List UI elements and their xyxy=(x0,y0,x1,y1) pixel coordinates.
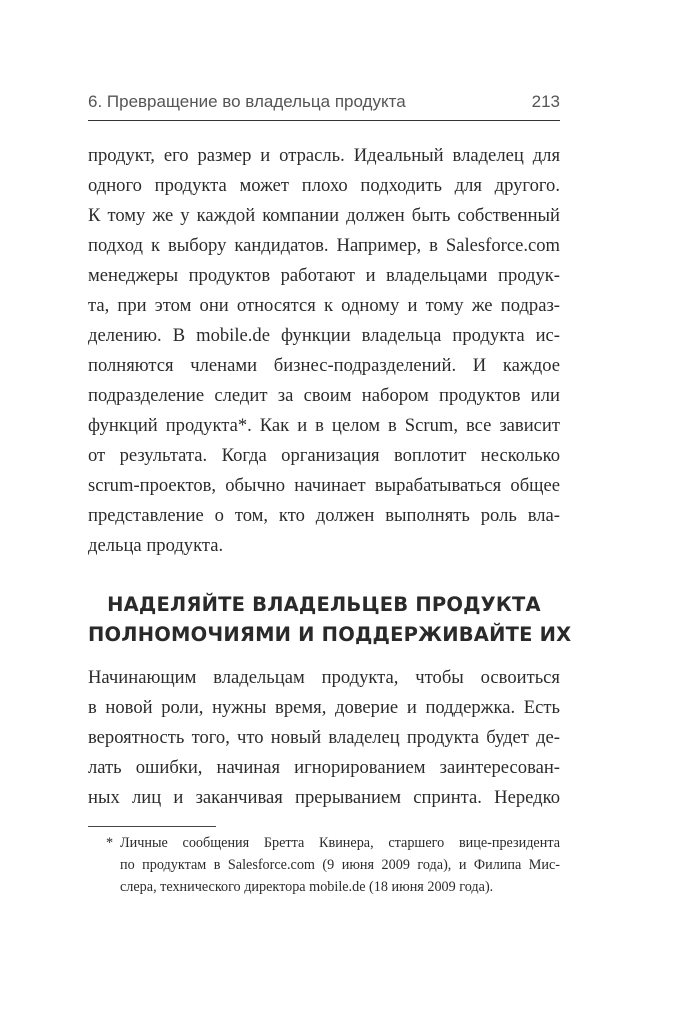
footnote-text: Личные сообщения Бретта Квинера, старшего вице-президента xyxy=(120,835,560,851)
paragraph-line: менеджеры продуктов работают и владельцами продук- xyxy=(88,265,560,286)
section-heading xyxy=(88,590,572,650)
paragraph-line: подразделение следит за своим набором продуктов или xyxy=(88,385,560,406)
paragraph-line: от результата. Когда организация воплотит несколько xyxy=(88,445,560,466)
paragraph-line: подход к выбору кандидатов. Например, в Salesforce.com xyxy=(88,235,560,256)
section-heading-line-1: НАДЕЛЯЙТЕ ВЛАДЕЛЬЦЕВ ПРОДУКТА xyxy=(107,593,541,616)
footnote-rule xyxy=(88,826,216,827)
page-number: 213 xyxy=(531,92,560,111)
paragraph-line: в новой роли, нужны время, доверие и поддержка. Есть xyxy=(88,697,560,718)
footnote-marker: * xyxy=(106,835,114,851)
footnote-line: по продуктам в Salesforce.com (9 июня 2009 года), и Филипа Мис- xyxy=(120,857,560,873)
paragraph-line: делению. В mobile.de функции владельца продукта ис- xyxy=(88,325,560,346)
paragraph-line: продукт, его размер и отрасль. Идеальный владелец для xyxy=(88,145,560,166)
paragraph-line: полняются членами бизнес-подразделений. И каждое xyxy=(88,355,560,376)
paragraph-line: Начинающим владельцам продукта, чтобы освоиться xyxy=(88,667,560,688)
paragraph-line: представление о том, кто должен выполнять роль вла- xyxy=(88,505,560,526)
paragraph-line: функций продукта*. Как и в целом в Scrum, все зависит xyxy=(88,415,560,436)
paragraph-line: вероятность того, что новый владелец продукта будет де- xyxy=(88,727,560,748)
paragraph-line: scrum-проектов, обычно начинает вырабатываться общее xyxy=(88,475,560,496)
paragraph-2 xyxy=(88,663,560,813)
paragraph-line: лать ошибки, начиная игнорированием заинтересован- xyxy=(88,757,560,778)
header-rule xyxy=(88,120,560,121)
paragraph-line: ных лиц и заканчивая прерыванием спринта. Нередко xyxy=(88,787,560,808)
chapter-title: 6. Превращение во владельца продукта xyxy=(88,92,406,111)
footnote-line: слера, технического директора mobile.de (18 июня 2009 года). xyxy=(120,879,494,895)
running-header xyxy=(88,92,560,118)
section-heading-line-2: ПОЛНОМОЧИЯМИ И ПОДДЕРЖИВАЙТЕ ИХ xyxy=(88,623,572,646)
paragraph-1 xyxy=(88,141,560,561)
paragraph-line: одного продукта может плохо подходить для другого. xyxy=(88,175,560,196)
footnote-line xyxy=(106,832,560,854)
paragraph-line: К тому же у каждой компании должен быть собственный xyxy=(88,205,560,226)
paragraph-line: та, при этом они относятся к одному и тому же подраз- xyxy=(88,295,560,316)
paragraph-line: дельца продукта. xyxy=(88,535,224,556)
footnote xyxy=(106,832,560,898)
